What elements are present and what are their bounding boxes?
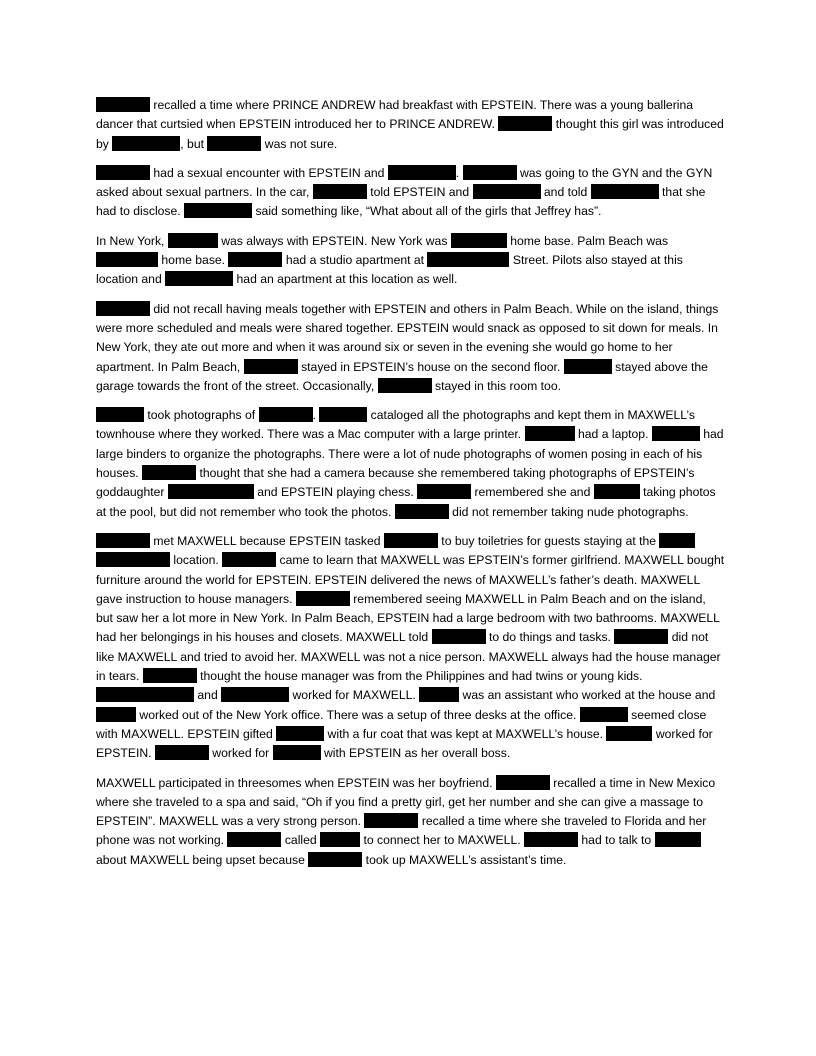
text-segment: and EPSTEIN playing chess.	[253, 485, 418, 500]
text-segment: worked for EPSTEIN.	[96, 726, 713, 761]
paragraph	[96, 532, 726, 764]
redaction-box	[395, 504, 449, 519]
redaction-box	[655, 832, 701, 847]
redaction-box	[525, 426, 575, 441]
text-segment: had large binders to organize the photographs. There were a lot of nude photographs of women posing in each of his houses.	[96, 427, 724, 481]
redaction-box	[143, 668, 197, 683]
redaction-box	[313, 184, 367, 199]
redaction-box	[96, 407, 144, 422]
redaction-box	[96, 552, 170, 567]
redaction-box	[378, 378, 432, 393]
redaction-box	[112, 136, 180, 151]
redaction-box	[308, 852, 362, 867]
redaction-box	[142, 465, 196, 480]
text-segment: stayed in EPSTEIN’s house on the second floor.	[297, 359, 564, 374]
text-segment: location.	[170, 553, 223, 568]
redaction-box	[388, 165, 456, 180]
redaction-box	[319, 407, 367, 422]
redaction-box	[155, 745, 209, 760]
redaction-box	[659, 533, 695, 548]
redaction-box	[184, 203, 252, 218]
redaction-box	[96, 533, 150, 548]
text-segment: had a sexual encounter with EPSTEIN and	[150, 165, 388, 180]
redaction-box	[276, 726, 324, 741]
text-segment: home base. Palm Beach was	[506, 233, 669, 248]
redaction-box	[273, 745, 321, 760]
redaction-box	[222, 552, 276, 567]
document-page	[96, 96, 726, 880]
redaction-box	[591, 184, 659, 199]
redaction-box	[227, 832, 281, 847]
text-segment: told EPSTEIN and	[366, 185, 473, 200]
redaction-box	[96, 707, 136, 722]
text-segment: and	[194, 688, 222, 703]
text-segment: called	[281, 833, 321, 848]
redaction-box	[244, 359, 298, 374]
text-segment: to do things and tasks.	[485, 630, 615, 645]
paragraph	[96, 96, 726, 154]
text-segment: thought the house manager was from the Philippines and had twins or young kids.	[196, 669, 643, 684]
text-segment: was always with EPSTEIN. New York was	[217, 233, 451, 248]
text-segment: , but	[180, 136, 208, 151]
paragraph	[96, 300, 726, 396]
redaction-box	[606, 726, 652, 741]
redaction-box	[432, 629, 486, 644]
redaction-box	[207, 136, 261, 151]
redaction-box	[427, 252, 509, 267]
redaction-box	[419, 687, 459, 702]
text-segment: seemed close with MAXWELL. EPSTEIN gifted	[96, 707, 707, 741]
text-segment: had an apartment at this location as well.	[233, 272, 458, 287]
redaction-box	[259, 407, 313, 422]
redaction-box	[96, 687, 194, 702]
text-segment: remembered seeing MAXWELL in Palm Beach and on the island, but saw her a lot more in New York. In Palm Beach, EPSTEIN had a large bedroom with two bathrooms. MAXWELL had her belongings in his houses and closets. MAXWELL told	[96, 591, 720, 645]
redaction-box	[168, 484, 254, 499]
redaction-box	[564, 359, 612, 374]
text-segment: met MAXWELL because EPSTEIN tasked	[150, 533, 384, 548]
text-segment: thought this girl was introduced by	[96, 117, 724, 151]
redaction-box	[296, 591, 350, 606]
text-segment: was an assistant who worked at the house and	[459, 688, 716, 703]
redaction-box	[580, 707, 628, 722]
redaction-box	[614, 629, 668, 644]
redaction-box	[221, 687, 289, 702]
text-segment: In New York,	[96, 233, 168, 248]
text-segment: and told	[540, 185, 591, 200]
redaction-box	[473, 184, 541, 199]
text-segment: with EPSTEIN as her overall boss.	[320, 746, 511, 761]
text-segment: home base.	[158, 253, 229, 268]
redaction-box	[463, 165, 517, 180]
text-segment: took photographs of	[144, 408, 259, 423]
redaction-box	[96, 165, 150, 180]
text-segment: did not recall having meals together with EPSTEIN and others in Palm Beach. While on the island, things were more scheduled and meals were shared together. EPSTEIN would snack as opposed to sit down for meals. In New York, they ate out more and when it was around six or seven in the evening she would go home to her apartment. In Palm Beach,	[96, 301, 719, 374]
redaction-box	[451, 233, 507, 248]
text-segment: said something like, “What about all of the girls that Jeffrey has”.	[252, 204, 602, 219]
text-segment: worked out of the New York office. There was a setup of three desks at the office.	[136, 707, 580, 722]
text-segment: had a studio apartment at	[282, 253, 428, 268]
text-segment: stayed in this room too.	[431, 378, 561, 393]
redaction-box	[496, 775, 550, 790]
text-segment: recalled a time in New Mexico where she traveled to a spa and said, “Oh if you find a pretty girl, get her number and she can give a massage to EPSTEIN”. MAXWELL was a very strong person.	[96, 775, 716, 829]
text-segment: MAXWELL participated in threesomes when EPSTEIN was her boyfriend.	[96, 775, 496, 790]
text-segment: was not sure.	[261, 136, 338, 151]
text-segment: cataloged all the photographs and kept them in MAXWELL’s townhouse where they worked. There was a Mac computer with a large printer.	[96, 408, 695, 442]
redaction-box	[96, 301, 150, 316]
redaction-box	[228, 252, 282, 267]
text-segment: recalled a time where she traveled to Florida and her phone was not working.	[96, 814, 707, 848]
redaction-box	[168, 233, 218, 248]
redaction-box	[524, 832, 578, 847]
text-segment: to buy toiletries for guests staying at the	[437, 533, 660, 548]
text-segment: recalled a time where PRINCE ANDREW had breakfast with EPSTEIN. There was a young ballerina dancer that curtsied when EPSTEIN introduced her to PRINCE ANDREW.	[96, 98, 694, 132]
paragraph	[96, 774, 726, 870]
redaction-box	[594, 484, 640, 499]
text-segment: took up MAXWELL’s assistant’s time.	[362, 852, 567, 867]
text-segment: worked for MAXWELL.	[289, 688, 420, 703]
text-segment: came to learn that MAXWELL was EPSTEIN’s former girlfriend. MAXWELL bought furniture around the world for EPSTEIN. EPSTEIN delivered the news of MAXWELL’s father’s death. MAXWELL gave instruction to house managers.	[96, 553, 725, 606]
paragraph	[96, 164, 726, 222]
text-segment: remembered she and	[471, 485, 594, 500]
text-segment: .	[455, 165, 463, 180]
text-segment: to connect her to MAXWELL.	[360, 833, 524, 848]
redaction-box	[417, 484, 471, 499]
text-segment: .	[312, 408, 320, 423]
text-segment: was going to the GYN and the GYN asked about sexual partners. In the car,	[96, 165, 713, 200]
redaction-box	[96, 97, 150, 112]
redaction-box	[96, 252, 158, 267]
text-segment: that she had to disclose.	[96, 185, 706, 219]
text-segment: thought that she had a camera because she remembered taking photographs of EPSTEIN’s goddaughter	[96, 466, 695, 500]
redaction-box	[652, 426, 700, 441]
redaction-box	[498, 116, 552, 131]
text-segment: had a laptop.	[574, 427, 652, 442]
text-segment: about MAXWELL being upset because	[96, 852, 309, 867]
text-segment: taking photos at the pool, but did not remember who took the photos.	[96, 485, 716, 519]
redaction-box	[320, 832, 360, 847]
paragraph	[96, 406, 726, 522]
redaction-box	[364, 813, 418, 828]
text-segment: worked for	[208, 746, 273, 761]
text-segment: had to talk to	[578, 833, 655, 848]
paragraph	[96, 232, 726, 290]
text-segment: did not like MAXWELL and tried to avoid her. MAXWELL was not a nice person. MAXWELL always had the house manager in tears.	[96, 630, 721, 684]
text-segment: with a fur coat that was kept at MAXWELL’s house.	[324, 726, 607, 741]
text-segment: did not remember taking nude photographs.	[448, 504, 689, 519]
redaction-box	[384, 533, 438, 548]
text-segment: stayed above the garage towards the front of the street. Occasionally,	[96, 359, 708, 393]
redaction-box	[165, 271, 233, 286]
text-segment: Street. Pilots also stayed at this location and	[96, 253, 683, 287]
